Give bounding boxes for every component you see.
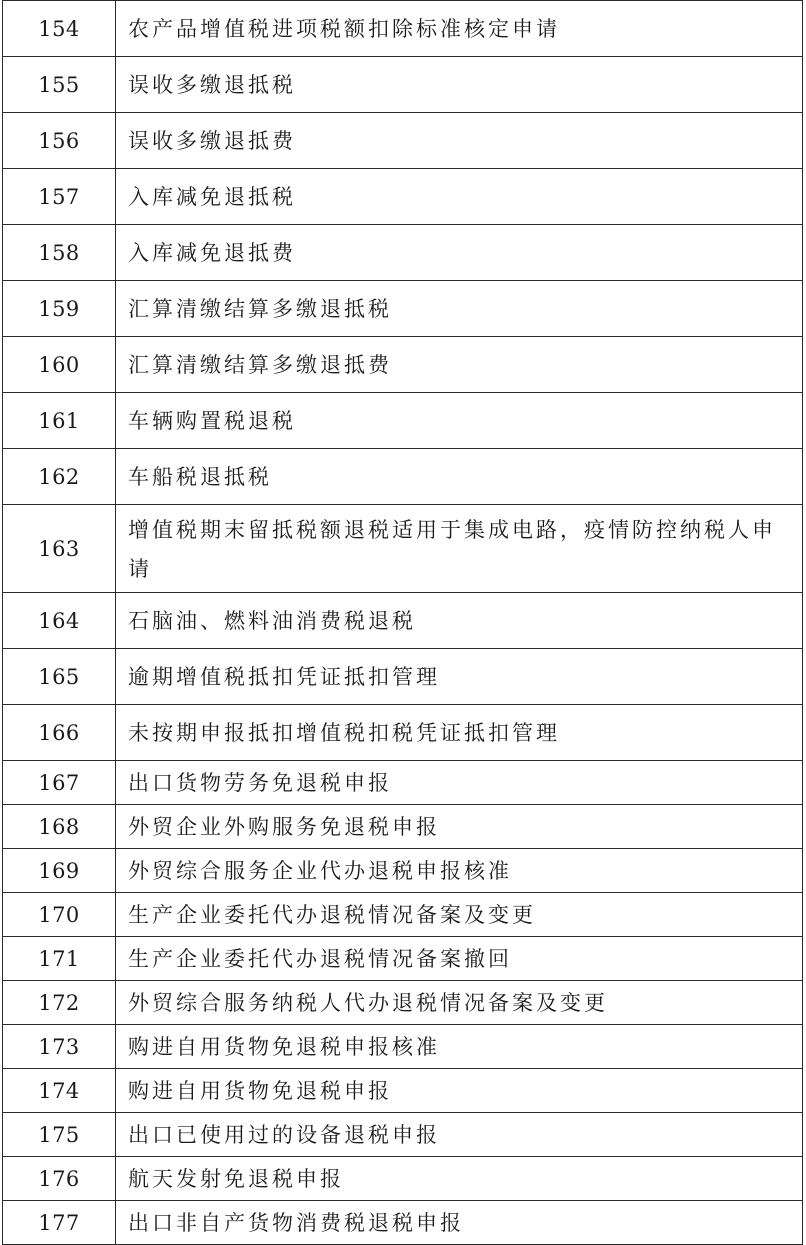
item-name: 汇算清缴结算多缴退抵费 bbox=[116, 337, 803, 393]
row-number: 169 bbox=[3, 849, 116, 893]
row-number: 177 bbox=[3, 1201, 116, 1245]
item-name: 出口货物劳务免退税申报 bbox=[116, 761, 803, 805]
row-number: 170 bbox=[3, 893, 116, 937]
tax-items-table bbox=[2, 0, 803, 1245]
table-row bbox=[3, 1069, 803, 1113]
row-number: 166 bbox=[3, 705, 116, 761]
row-number: 165 bbox=[3, 649, 116, 705]
table-row bbox=[3, 893, 803, 937]
table-row bbox=[3, 225, 803, 281]
row-number: 168 bbox=[3, 805, 116, 849]
item-name: 生产企业委托代办退税情况备案撤回 bbox=[116, 937, 803, 981]
row-number: 156 bbox=[3, 113, 116, 169]
table-row bbox=[3, 1201, 803, 1245]
row-number: 175 bbox=[3, 1113, 116, 1157]
table-row bbox=[3, 705, 803, 761]
item-name: 入库减免退抵费 bbox=[116, 225, 803, 281]
item-name: 出口已使用过的设备退税申报 bbox=[116, 1113, 803, 1157]
row-number: 157 bbox=[3, 169, 116, 225]
table-row bbox=[3, 849, 803, 893]
table-row bbox=[3, 113, 803, 169]
table-row bbox=[3, 1157, 803, 1201]
item-name: 误收多缴退抵税 bbox=[116, 57, 803, 113]
item-name: 车辆购置税退税 bbox=[116, 393, 803, 449]
row-number: 163 bbox=[3, 505, 116, 593]
table-row bbox=[3, 337, 803, 393]
table-row bbox=[3, 169, 803, 225]
item-name: 误收多缴退抵费 bbox=[116, 113, 803, 169]
item-name: 石脑油、燃料油消费税退税 bbox=[116, 593, 803, 649]
row-number: 158 bbox=[3, 225, 116, 281]
item-name: 未按期申报抵扣增值税扣税凭证抵扣管理 bbox=[116, 705, 803, 761]
item-name: 购进自用货物免退税申报核准 bbox=[116, 1025, 803, 1069]
item-name: 增值税期末留抵税额退税适用于集成电路，疫情防控纳税人申请 bbox=[116, 505, 803, 593]
item-name: 农产品增值税进项税额扣除标准核定申请 bbox=[116, 1, 803, 57]
item-name: 车船税退抵税 bbox=[116, 449, 803, 505]
table-row bbox=[3, 1, 803, 57]
row-number: 155 bbox=[3, 57, 116, 113]
table-row bbox=[3, 805, 803, 849]
table-row bbox=[3, 1025, 803, 1069]
item-name: 外贸企业外购服务免退税申报 bbox=[116, 805, 803, 849]
table-row bbox=[3, 937, 803, 981]
item-name: 外贸综合服务纳税人代办退税情况备案及变更 bbox=[116, 981, 803, 1025]
item-name: 外贸综合服务企业代办退税申报核准 bbox=[116, 849, 803, 893]
item-name: 航天发射免退税申报 bbox=[116, 1157, 803, 1201]
row-number: 176 bbox=[3, 1157, 116, 1201]
item-name: 逾期增值税抵扣凭证抵扣管理 bbox=[116, 649, 803, 705]
row-number: 162 bbox=[3, 449, 116, 505]
table-row bbox=[3, 57, 803, 113]
row-number: 172 bbox=[3, 981, 116, 1025]
table-row bbox=[3, 449, 803, 505]
table-row bbox=[3, 981, 803, 1025]
table-row bbox=[3, 593, 803, 649]
row-number: 154 bbox=[3, 1, 116, 57]
table-row bbox=[3, 281, 803, 337]
row-number: 173 bbox=[3, 1025, 116, 1069]
row-number: 161 bbox=[3, 393, 116, 449]
table-row bbox=[3, 1113, 803, 1157]
item-name: 入库减免退抵税 bbox=[116, 169, 803, 225]
item-name: 汇算清缴结算多缴退抵税 bbox=[116, 281, 803, 337]
row-number: 167 bbox=[3, 761, 116, 805]
row-number: 159 bbox=[3, 281, 116, 337]
row-number: 160 bbox=[3, 337, 116, 393]
item-name: 出口非自产货物消费税退税申报 bbox=[116, 1201, 803, 1245]
table-row bbox=[3, 649, 803, 705]
row-number: 171 bbox=[3, 937, 116, 981]
item-name: 购进自用货物免退税申报 bbox=[116, 1069, 803, 1113]
item-name: 生产企业委托代办退税情况备案及变更 bbox=[116, 893, 803, 937]
table-row bbox=[3, 393, 803, 449]
row-number: 164 bbox=[3, 593, 116, 649]
row-number: 174 bbox=[3, 1069, 116, 1113]
table-row bbox=[3, 505, 803, 593]
table-row bbox=[3, 761, 803, 805]
